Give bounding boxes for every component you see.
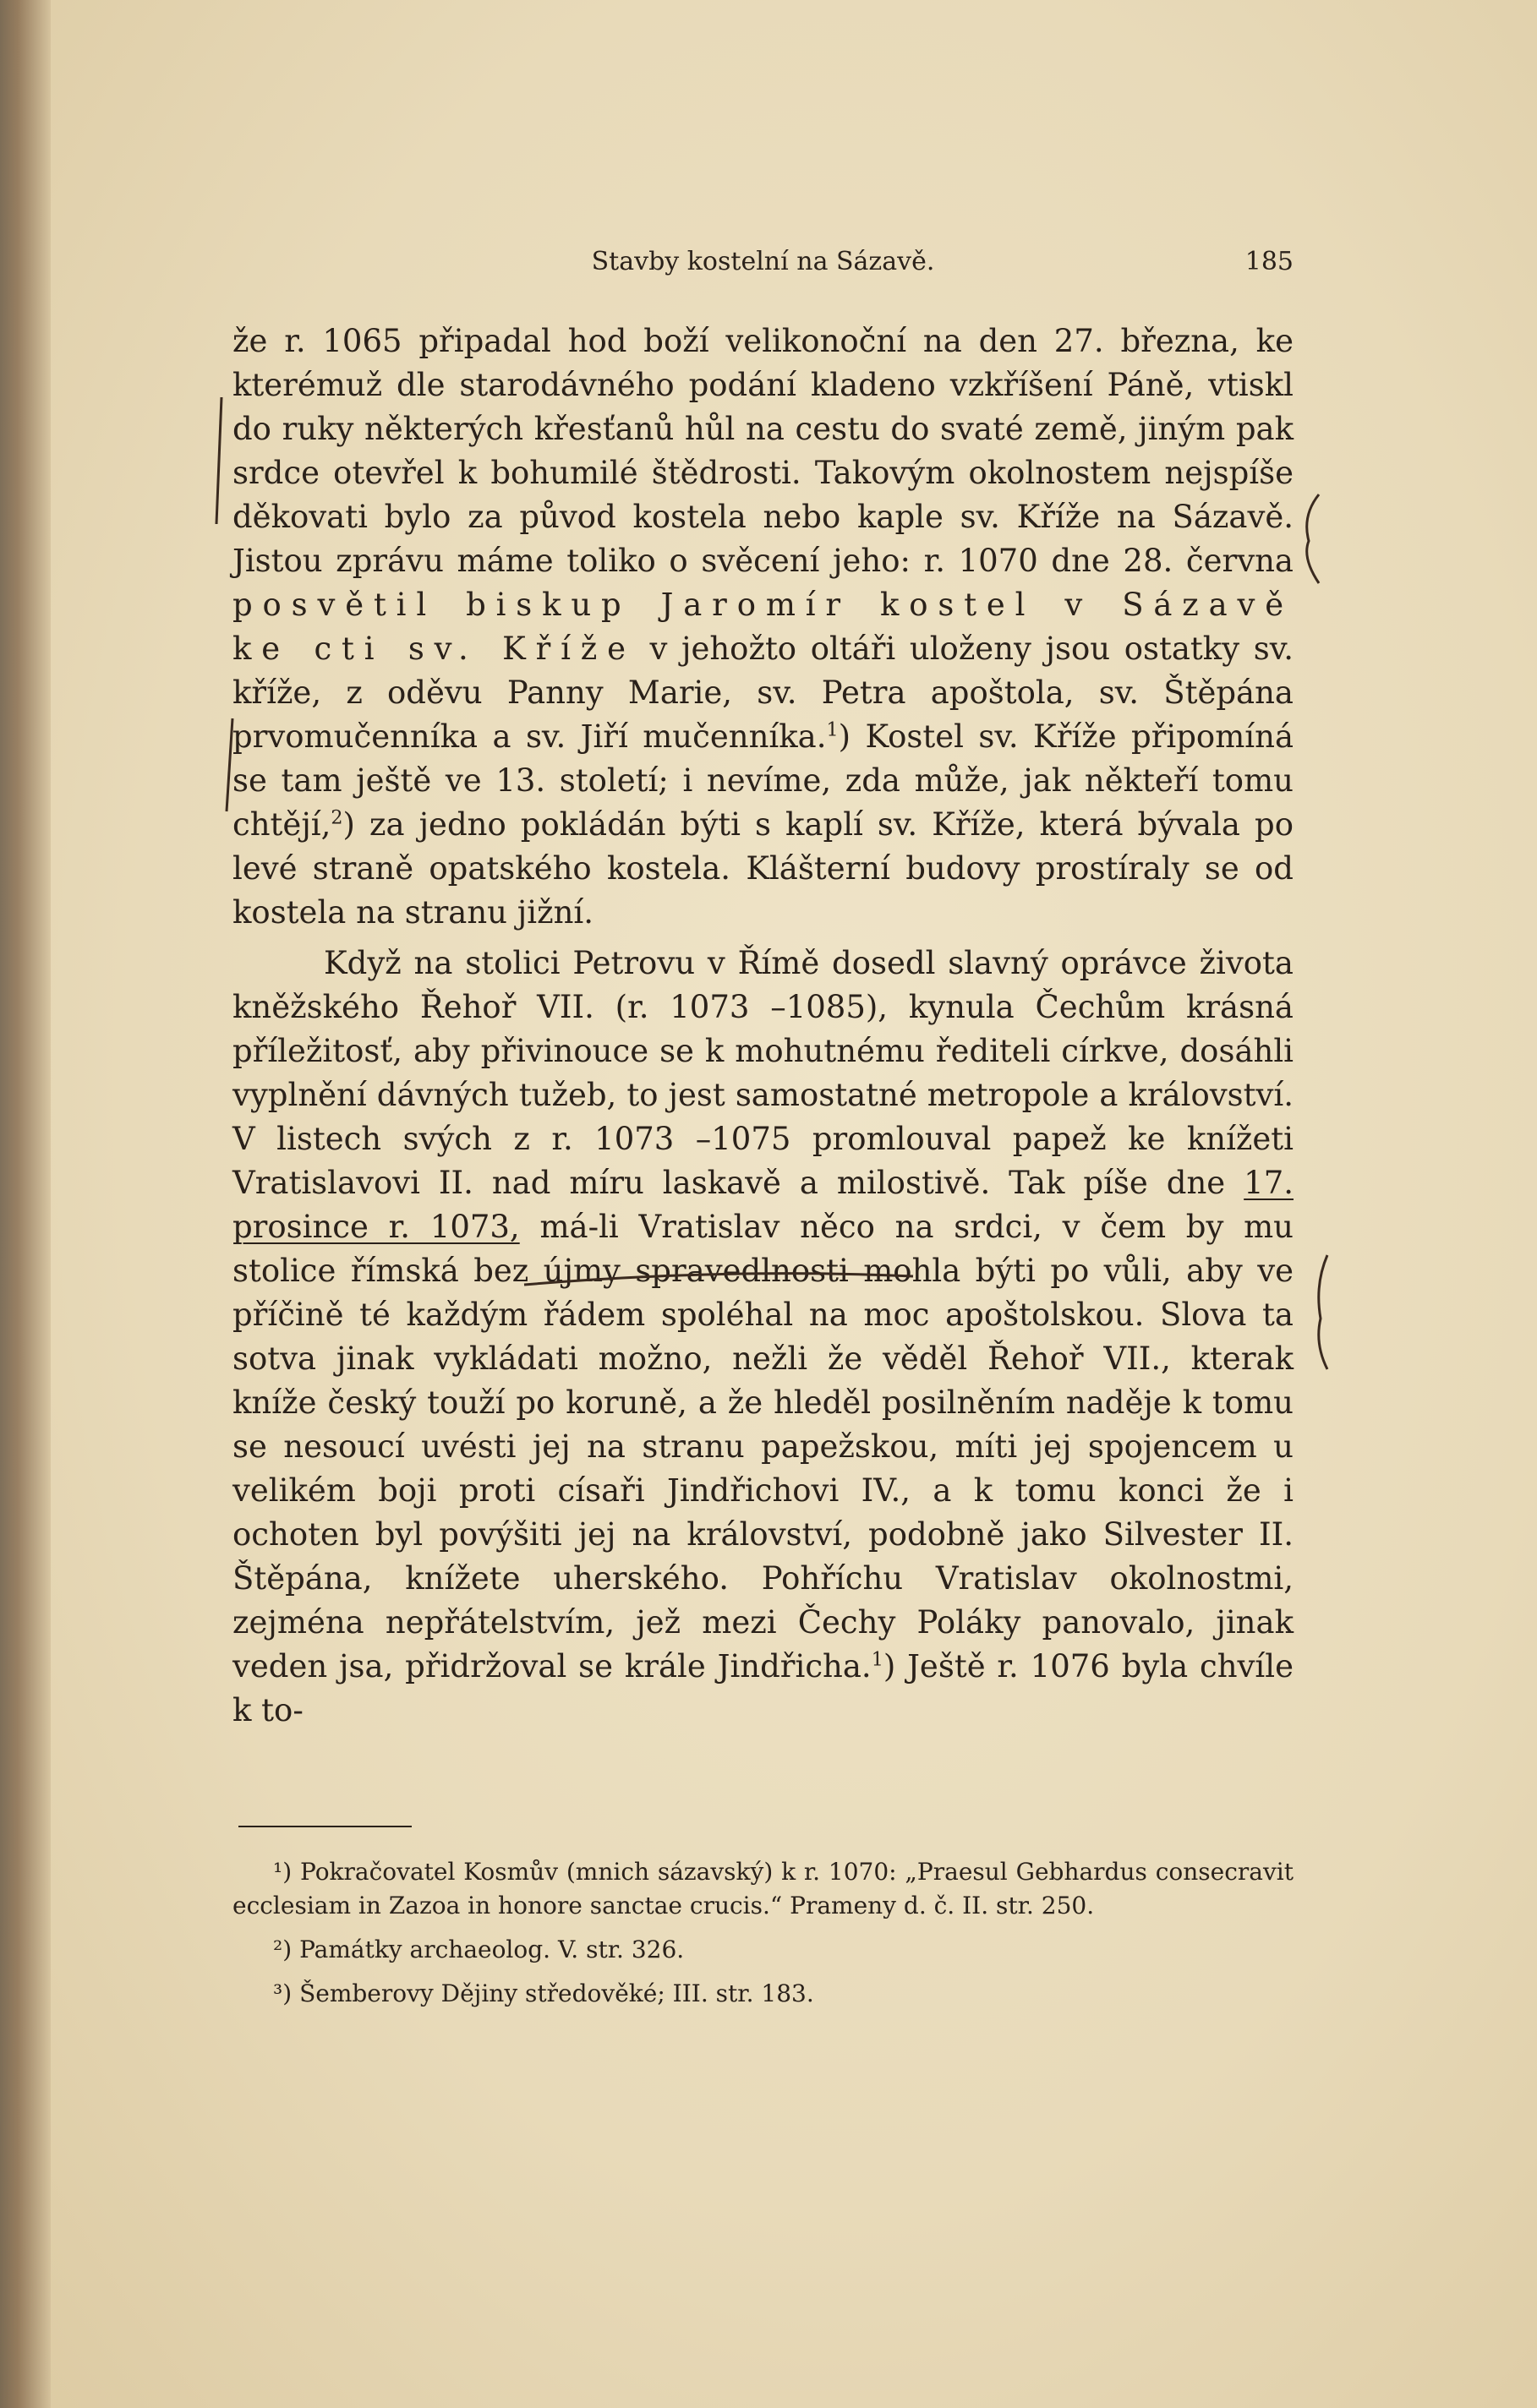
- footnote-text: Památky archaeolog. V. str. 326.: [299, 1936, 685, 1963]
- underlined-date: 17. prosince r. 1073,: [232, 1165, 1294, 1245]
- paragraph-2-text-c: ) Ještě r. 1076 byla chvíle k to-: [232, 1648, 1294, 1728]
- paragraph-2-text-b: má-li Vratislav něco na srdci, v čem by mu stolice římská bez újmy spravedlnosti mohla býti po vůli, aby ve příčině té každým řádem spoléhal na moc apoštolskou. Slova ta sotva jinak vykládati možno, nežli že věděl Řehoř VII., kterak kníže český touží po koruně, a že hleděl posilněním naděje k tomu se nesoucí uvésti jej na stranu papežskou, míti jej spojencem u velikém boji proti císaři Jindřichovi IV., a k tomu konci že i ochoten byl povýšiti jej na království, podobně jako Silvester II. Štěpána, knížete uherského. Pohříchu Vratislav okolnostmi, zejména nepřátelstvím, jež mezi Čechy Poláky panovalo, jinak veden jsa, přidržoval se krále Jindřicha.: [232, 1209, 1294, 1685]
- running-title: Stavby kostelní na Sázavě.: [591, 247, 935, 276]
- page-number: 185: [1244, 247, 1294, 276]
- footnote-ref-2: 2: [331, 806, 343, 829]
- footnote-ref-1: 1: [826, 718, 839, 741]
- paragraph-1-text-b: v jehožto oltáři uloženy jsou ostatky sv. kříže, z oděvu Panny Marie, sv. Petra apoštola, sv. Štěpána prvomučenníka a sv. Jiří mučenníka.: [232, 631, 1294, 755]
- right-brace-mark-2: [1319, 1255, 1327, 1369]
- paragraph-1-text-d: ) za jedno pokládán býti s kaplí sv. Kříže, která bývala po levé straně opatského kostela. Klášterní budovy prostíraly se od kostela na stranu jižní.: [232, 806, 1294, 931]
- footnote-mark: ²): [273, 1936, 293, 1963]
- left-bracket-mark: [216, 397, 222, 524]
- paragraph-2-text-a: Když na stolici Petrovu v Římě dosedl slavný oprávce života kněžského Řehoř VII. (r. 1073 –1085), kynula Čechům krásná příležitosť, aby přivinouce se k mohutnému řediteli církve, dosáhli vyplnění dávných tužeb, to jest samostatné metropole a království. V listech svých z r. 1073 –1075 promlouval papež ke knížeti Vratislavovi II. nad míru laskavě a milostivě. Tak píše dne: [232, 945, 1294, 1201]
- footnote-ref-1b: 1: [871, 1648, 883, 1671]
- right-brace-mark: [1307, 494, 1319, 583]
- underline-curve-mark: [524, 1274, 913, 1285]
- paragraph-1-text-a: že r. 1065 připadal hod boží velikonoční na den 27. března, ke kterémuž dle starodávného podání kladeno vzkříšení Páně, vtiskl do ruky některých křesťanů hůl na cestu do svaté země, jiným pak srdce otevřel k bohumilé štědrosti. Takovým okolnostem nejspíše děkovati bylo za původ kostela nebo kaple sv. Kříže na Sázavě. Jistou zprávu máme toliko o svěcení jeho: r. 1070 dne 28. června: [232, 323, 1294, 579]
- footnote-text: Šemberovy Dějiny středověké; III. str. 183.: [299, 1979, 814, 2007]
- footnote-mark: ¹): [273, 1858, 293, 1886]
- footnote-mark: ³): [273, 1979, 293, 2007]
- paragraph-1-text-c: ) Kostel sv. Kříže připomíná se tam ještě ve 13. století; i nevíme, zda může, jak někteří tomu chtějí,: [232, 718, 1294, 843]
- spaced-emphasis: posvětil biskup Jaromír kostel v Sázavě ke cti sv. Kříže: [232, 587, 1294, 667]
- left-bracket-mark-2: [227, 718, 232, 811]
- footnote-text: Pokračovatel Kosmův (mnich sázavský) k r. 1070: „Praesul Gebhardus consecravit ecclesiam in Zazoa in honore sanctae crucis.“ Prameny d. č. II. str. 250.: [232, 1858, 1294, 1919]
